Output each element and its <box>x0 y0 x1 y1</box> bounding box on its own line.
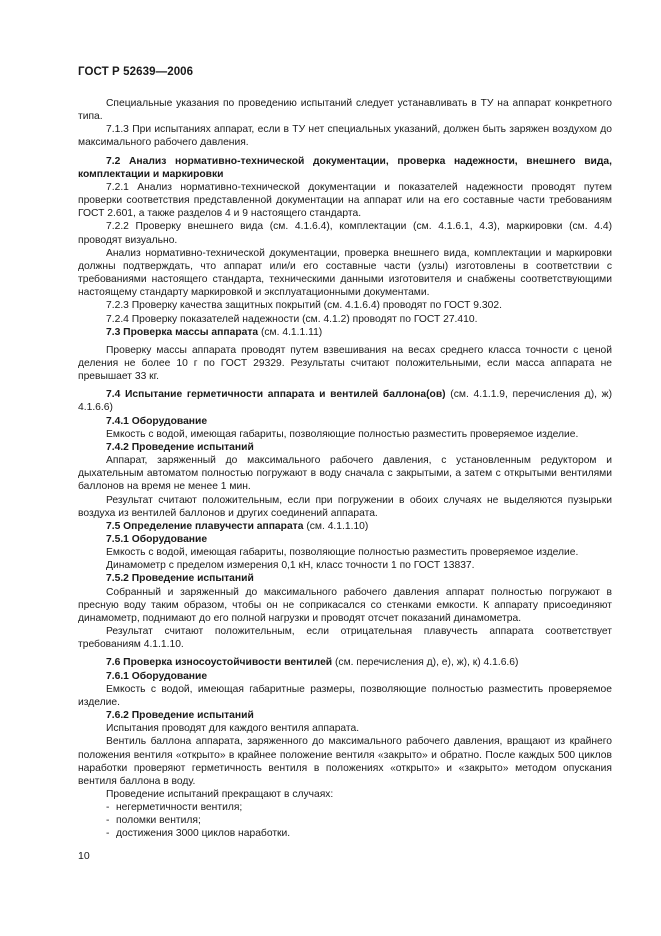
paragraph-7-1-3: 7.1.3 При испытаниях аппарат, если в ТУ нет специальных указаний, должен быть заряжен воздухом до максимального рабочего давления. <box>78 124 612 149</box>
section-heading-7-2 <box>78 155 612 181</box>
section-heading-ref: (см. 4.1.1.10) <box>303 520 369 532</box>
subsection-heading-7-6-2: 7.6.2 Проведение испытаний <box>106 710 254 722</box>
paragraph: Специальные указания по проведению испытаний следует устанавливать в ТУ на аппарат конкретного типа. <box>78 98 612 123</box>
paragraph: Динамометр с пределом измерения 0,1 кН, класс точности 1 по ГОСТ 13837. <box>106 560 475 572</box>
paragraph: Результат считают положительным, если при погружении в обоих случаях не выделяются пузырьки воздуха из вентилей баллонов и других соединений аппарата. <box>78 494 612 519</box>
section-heading-7-3 <box>78 326 612 339</box>
stop-conditions-list <box>78 801 612 840</box>
paragraph: Емкость с водой, имеющая габаритные размеры, позволяющие полностью разместить проверяемое изделие. <box>78 683 612 708</box>
section-heading-7-5 <box>78 520 612 533</box>
subsection-heading-7-4-1: 7.4.1 Оборудование <box>106 415 208 427</box>
section-heading-text: 7.2 Анализ нормативно-технической документации, проверка надежности, внешнего вида, комплектации и маркировки <box>78 155 612 180</box>
paragraph: Результат считают положительным, если отрицательная плавучесть аппарата соответствует требованиям 4.1.1.10. <box>78 626 612 651</box>
section-heading-ref: (см. 4.1.1.9, перечисления д), ж) 4.1.6.6) <box>78 389 612 414</box>
doc-header-code: ГОСТ Р 52639—2006 <box>78 66 194 78</box>
paragraph: Собранный и заряженный до максимального рабочего давления аппарат полностью погружают в пресную воду таким образом, чтобы он не соприкасался со стенками емкости. К аппарату присоединяют динамометр, поднимают до его полной нагрузки и проводят отсчет показаний динамометра. <box>78 586 612 624</box>
document-body <box>78 97 612 841</box>
paragraph: Емкость с водой, имеющая габариты, позволяющие полностью разместить проверяемое изделие. <box>106 547 579 559</box>
section-heading-text: 7.5 Определение плавучести аппарата <box>106 520 304 532</box>
list-marker: - <box>106 802 110 814</box>
paragraph: Испытания проводят для каждого вентиля аппарата. <box>106 723 360 735</box>
subsection-heading-7-5-2: 7.5.2 Проведение испытаний <box>106 573 254 585</box>
subsection-heading-7-5-1: 7.5.1 Оборудование <box>106 534 208 545</box>
subsection-heading-7-4-2: 7.4.2 Проведение испытаний <box>106 441 254 453</box>
paragraph-7-2-4: 7.2.4 Проверку показателей надежности (см. 4.1.2) проводят по ГОСТ 27.410. <box>106 313 478 325</box>
list-marker: - <box>106 828 110 840</box>
list-item <box>78 814 612 827</box>
list-item-text: негерметичности вентиля; <box>116 802 243 814</box>
section-heading-7-6 <box>78 656 612 669</box>
page-number: 10 <box>78 850 90 862</box>
list-marker: - <box>106 815 110 827</box>
paragraph-7-2-3: 7.2.3 Проверку качества защитных покрытий (см. 4.1.6.4) проводят по ГОСТ 9.302. <box>106 300 502 312</box>
section-heading-text: 7.3 Проверка массы аппарата <box>106 326 259 338</box>
subsection-heading-7-6-1: 7.6.1 Оборудование <box>106 670 208 682</box>
paragraph: Вентиль баллона аппарата, заряженного до максимального рабочего давления, вращают из крайнего положения вентиля «открыто» в крайнее положение вентиля «закрыто» и обратно. После каждых 500 циклов наработки проверяют герметичность вентиля в положениях «открыто» и «закрыто» методом опускания вентиля баллона в воду. <box>78 736 612 787</box>
paragraph: Аппарат, заряженный до максимального рабочего давления, с установленным редуктором и дыхательным автоматом полностью погружают в воду сначала с закрытыми, а затем с открытыми вентилями баллонов на время не менее 1 мин. <box>78 455 612 493</box>
paragraph: Емкость с водой, имеющая габариты, позволяющие полностью разместить проверяемое изделие. <box>106 428 579 440</box>
list-item <box>78 827 612 840</box>
list-item <box>78 801 612 814</box>
paragraph: Анализ нормативно-технической документации, проверка внешнего вида, комплектации и маркировки должны подтверждать, что аппарат или/и его составные части (узлы) изготовлены в соответствии с требованиями настоящего стандарта, техническими данными изготовителя и снабжены соответствующими настоящему стандарту маркировкой и эксплуатационными документами. <box>78 247 612 299</box>
list-item-text: поломки вентиля; <box>116 815 201 827</box>
section-heading-ref: (см. перечисления д), е), ж), к) 4.1.6.6) <box>332 657 519 669</box>
list-item-text: достижения 3000 циклов наработки. <box>116 828 291 840</box>
section-heading-text: 7.4 Испытание герметичности аппарата и вентилей баллона(ов) <box>106 389 446 401</box>
paragraph-7-2-2: 7.2.2 Проверку внешнего вида (см. 4.1.6.4), комплектации (см. 4.1.6.1, 4.3), маркировки (см. 4.4) проводят визуально. <box>78 221 612 246</box>
paragraph: Проведение испытаний прекращают в случаях: <box>106 788 334 800</box>
paragraph: Проверку массы аппарата проводят путем взвешивания на весах среднего класса точности с ценой деления не более 10 г по ГОСТ 29329. Результаты считают положительными, если масса аппарата не превышает 33 кг. <box>78 344 612 383</box>
paragraph-7-2-1: 7.2.1 Анализ нормативно-технической документации и показателей надежности проводят путем проверки соответствия представленной документации на аппарат или на его составные части требованиям ГОСТ 2.601, а также разделов 4 и 9 настоящего стандарта. <box>78 181 612 220</box>
section-heading-ref: (см. 4.1.1.11) <box>258 326 323 338</box>
section-heading-text: 7.6 Проверка износоустойчивости вентилей <box>106 657 333 669</box>
section-heading-7-4 <box>78 388 612 414</box>
